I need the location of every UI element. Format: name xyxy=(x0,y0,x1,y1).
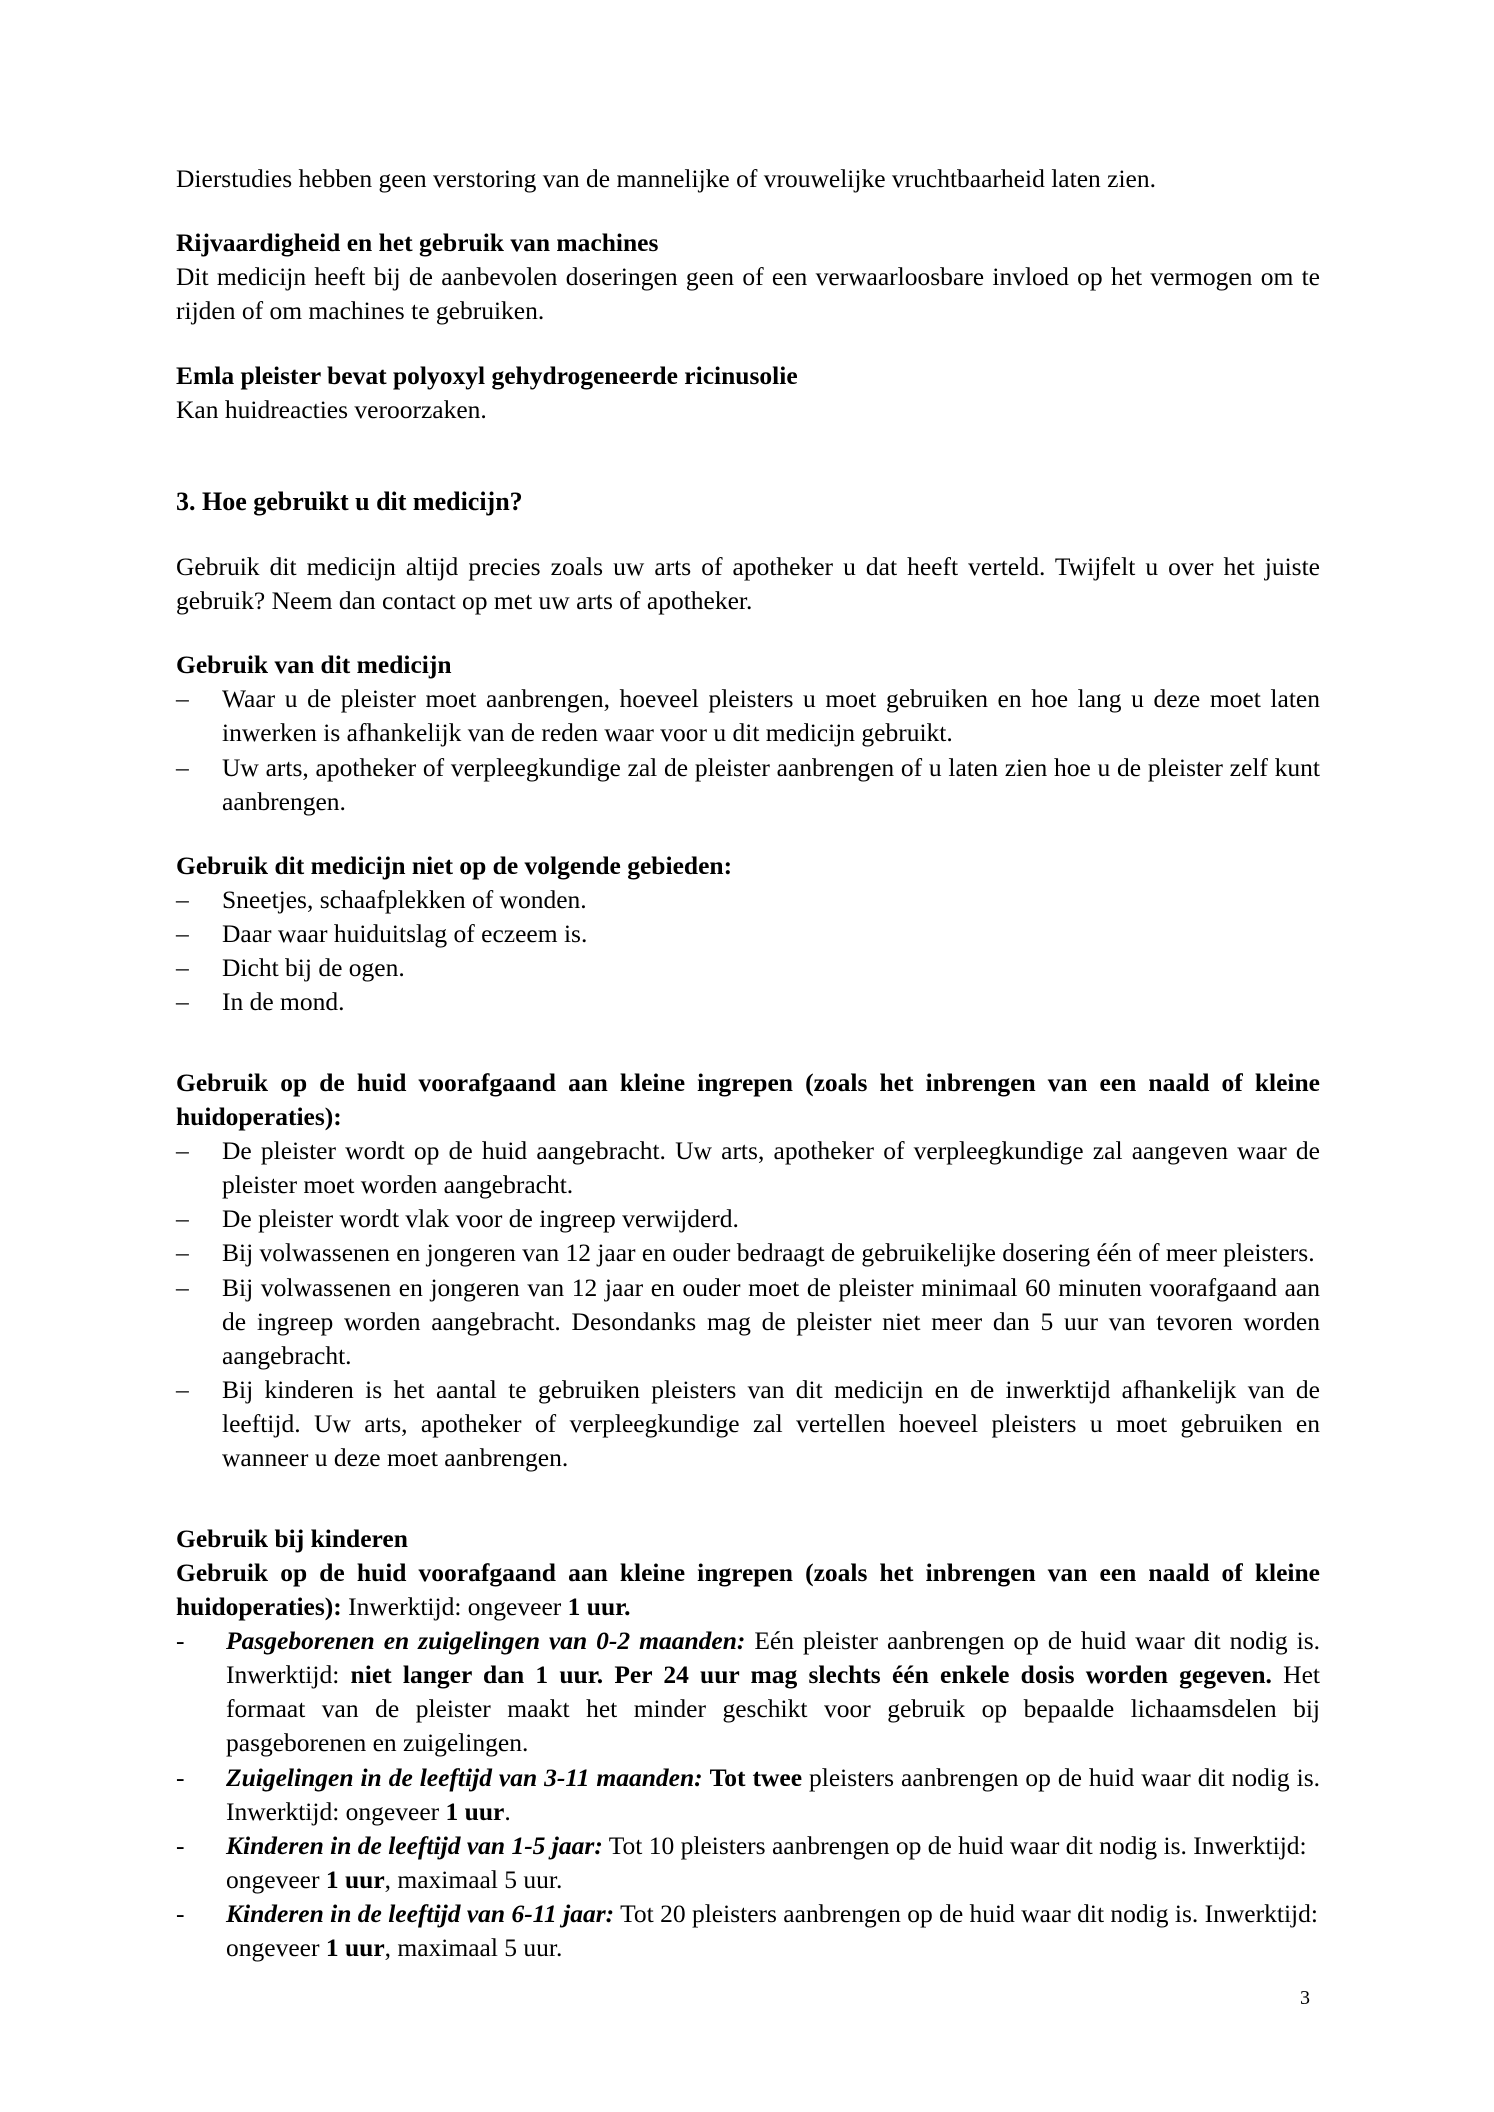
dose-text-1: Tot 20 pleisters aanbrengen op de huid waar dit nodig is. Inwerktijd: ongeveer xyxy=(226,1899,1318,1963)
list-item xyxy=(176,751,1320,819)
dose-bold-1: 1 uur xyxy=(325,1933,385,1963)
list-item xyxy=(176,1829,1320,1897)
list-item xyxy=(176,1202,1320,1236)
list-item xyxy=(176,1897,1320,1965)
list-children-doses xyxy=(176,1624,1320,1966)
list-use-of-medicine xyxy=(176,682,1320,819)
list-item xyxy=(176,682,1320,750)
dose-text-2: Het formaat van de pleister maakt het minder geschikt voor gebruik op bepaalde lichaamsdelen bij pasgeborenen en zuigelingen. xyxy=(226,1660,1320,1758)
list-item xyxy=(176,883,1320,917)
list-item xyxy=(176,917,1320,951)
dose-text-3: . xyxy=(504,1796,511,1826)
hyphen-bullet-icon: - xyxy=(176,1899,185,1929)
list-item xyxy=(176,1134,1320,1202)
list-item-text: Uw arts, apotheker of verpleegkundige zal de pleister aanbrengen of u laten zien hoe u de pleister zelf kunt aanbrengen. xyxy=(222,752,1320,816)
dose-bold-2: 1 uur xyxy=(445,1796,505,1826)
heading-use-of-medicine: Gebruik van dit medicijn xyxy=(176,650,452,680)
dose-text-1: Eén pleister aanbrengen op de huid waar dit nodig is. Inwerktijd: xyxy=(226,1625,1320,1690)
list-item xyxy=(176,1271,1320,1373)
paragraph-driving-body: Dit medicijn heeft bij de aanbevolen doseringen geen of een verwaarloosbare invloed op het vermogen om te rijden of om machines te gebruiken. xyxy=(176,262,1320,326)
children-sub-normal: Inwerktijd: ongeveer xyxy=(341,1591,568,1621)
dose-bold-1: niet langer dan 1 uur. Per 24 uur mag slechts één enkele dosis worden gegeven. xyxy=(350,1660,1272,1690)
list-item-text: De pleister wordt vlak voor de ingreep verwijderd. xyxy=(222,1204,739,1234)
heading-section-3: 3. Hoe gebruikt u dit medicijn? xyxy=(176,486,523,516)
list-item-text: Daar waar huiduitslag of eczeem is. xyxy=(222,919,588,949)
hyphen-bullet-icon: - xyxy=(176,1625,185,1655)
dash-bullet-icon: – xyxy=(176,1375,189,1405)
list-procedures xyxy=(176,1134,1320,1476)
list-item xyxy=(176,951,1320,985)
list-item-text: Waar u de pleister moet aanbrengen, hoeveel pleisters u moet gebruiken en hoe lang u deze moet laten inwerken is afhankelijk van de reden waar voor u dit medicijn gebruikt. xyxy=(222,684,1320,748)
children-sub-bold: Gebruik op de huid voorafgaand aan kleine ingrepen (zoals het inbrengen van een naald of kleine huidoperaties): xyxy=(176,1557,1320,1621)
list-item xyxy=(176,985,1320,1019)
hyphen-bullet-icon: - xyxy=(176,1762,185,1792)
list-item-text: De pleister wordt op de huid aangebracht. Uw arts, apotheker of verpleegkundige zal aangeven waar de pleister moet worden aangebracht. xyxy=(222,1135,1320,1200)
dash-bullet-icon: – xyxy=(176,1272,189,1302)
children-sub-bold-tail: 1 uur. xyxy=(567,1591,631,1621)
dash-bullet-icon: – xyxy=(176,684,189,714)
list-avoid-areas xyxy=(176,883,1320,1020)
age-group-label: Kinderen in de leeftijd van 6-11 jaar: xyxy=(226,1899,615,1929)
page-number: 3 xyxy=(1300,1987,1310,2009)
list-item-text: Sneetjes, schaafplekken of wonden. xyxy=(222,885,587,915)
page-content xyxy=(176,162,1320,1966)
list-item-text: Bij kinderen is het aantal te gebruiken pleisters van dit medicijn en de inwerktijd afhankelijk van de leeftijd. Uw arts, apotheker of verpleegkundige zal vertellen hoeveel pleisters u moet gebruiken en wanneer u deze moet aanbrengen. xyxy=(222,1375,1320,1473)
paragraph-animal-studies: Dierstudies hebben geen verstoring van de mannelijke of vrouwelijke vruchtbaarheid laten zien. xyxy=(176,164,1156,193)
list-item xyxy=(176,1373,1320,1475)
spacer xyxy=(176,427,1320,485)
dash-bullet-icon: – xyxy=(176,885,189,915)
list-item xyxy=(176,1236,1320,1270)
dose-text-1 xyxy=(703,1763,710,1792)
spacer xyxy=(176,618,1320,648)
heading-procedures: Gebruik op de huid voorafgaand aan kleine ingrepen (zoals het inbrengen van een naald of kleine huidoperaties): xyxy=(176,1067,1320,1131)
dash-bullet-icon: – xyxy=(176,953,189,983)
spacer xyxy=(176,329,1320,359)
hyphen-bullet-icon: - xyxy=(176,1830,185,1860)
dash-bullet-icon: – xyxy=(176,1238,189,1268)
heading-excipient: Emla pleister bevat polyoxyl gehydrogeneerde ricinusolie xyxy=(176,360,798,390)
dose-bold-1: 1 uur xyxy=(325,1865,385,1895)
list-item-text: Dicht bij de ogen. xyxy=(222,953,405,983)
heading-children: Gebruik bij kinderen xyxy=(176,1523,408,1553)
dose-text-2: pleisters aanbrengen op de huid waar dit nodig is. Inwerktijd: ongeveer xyxy=(226,1762,1321,1826)
list-item xyxy=(176,1624,1320,1761)
dash-bullet-icon: – xyxy=(176,1135,189,1165)
spacer xyxy=(176,819,1320,849)
dose-text-1: Tot 10 pleisters aanbrengen op de huid waar dit nodig is. Inwerktijd: ongeveer xyxy=(226,1830,1307,1895)
age-group-label: Kinderen in de leeftijd van 1-5 jaar: xyxy=(226,1830,603,1860)
list-item-text: Bij volwassenen en jongeren van 12 jaar en ouder moet de pleister minimaal 60 minuten voorafgaand aan de ingreep worden aangebracht. Desondanks mag de pleister niet meer dan 5 uur van tevoren worden aangebracht. xyxy=(222,1272,1320,1370)
spacer xyxy=(176,520,1320,550)
heading-children-procedures xyxy=(176,1556,1320,1624)
age-group-label: Pasgeborenen en zuigelingen van 0-2 maanden: xyxy=(226,1625,746,1655)
spacer xyxy=(176,196,1320,226)
heading-avoid-areas: Gebruik dit medicijn niet op de volgende gebieden: xyxy=(176,850,733,880)
heading-driving: Rijvaardigheid en het gebruik van machines xyxy=(176,228,659,258)
dash-bullet-icon: – xyxy=(176,987,189,1017)
list-item-text: In de mond. xyxy=(222,987,345,1017)
list-item xyxy=(176,1761,1320,1829)
paragraph-section-3-intro: Gebruik dit medicijn altijd precies zoals uw arts of apotheker u dat heeft verteld. Twijfelt u over het juiste gebruik? Neem dan contact op met uw arts of apotheker. xyxy=(176,551,1320,615)
age-group-label: Zuigelingen in de leeftijd van 3-11 maanden: xyxy=(226,1762,703,1792)
dash-bullet-icon: – xyxy=(176,1204,189,1234)
spacer xyxy=(176,1476,1320,1522)
dash-bullet-icon: – xyxy=(176,919,189,949)
dose-text-2: , maximaal 5 uur. xyxy=(384,1933,563,1963)
dash-bullet-icon: – xyxy=(176,752,189,782)
spacer xyxy=(176,1020,1320,1066)
dose-bold-1: Tot twee xyxy=(709,1762,803,1792)
list-item-text: Bij volwassenen en jongeren van 12 jaar en ouder bedraagt de gebruikelijke dosering één of meer pleisters. xyxy=(222,1238,1315,1268)
paragraph-excipient-body: Kan huidreacties veroorzaken. xyxy=(176,394,487,424)
dose-text-2: , maximaal 5 uur. xyxy=(384,1865,563,1895)
